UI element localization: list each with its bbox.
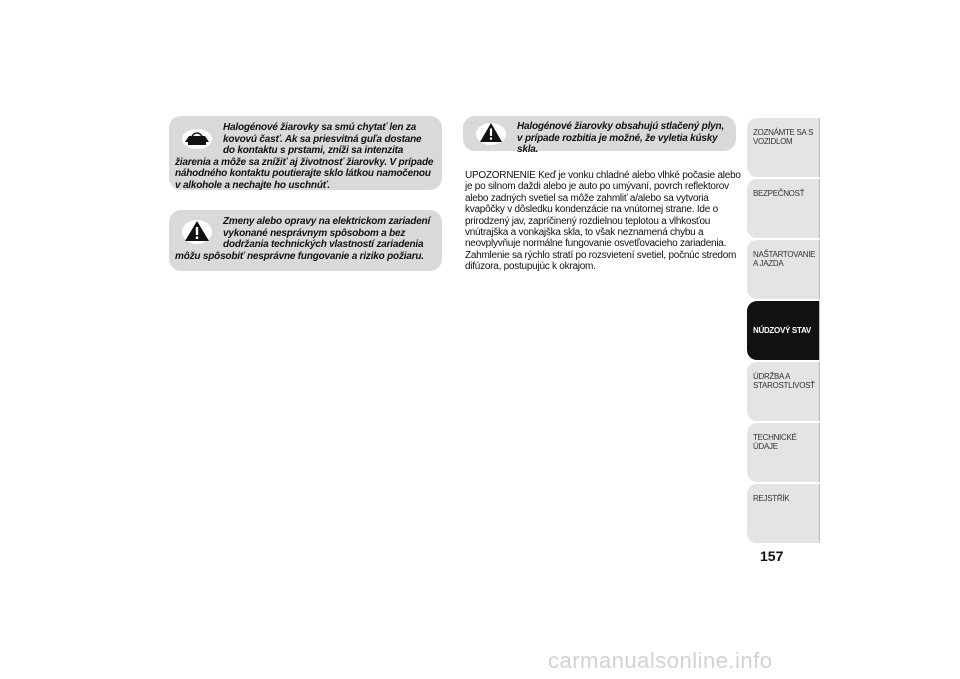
warning-text: Halogénové žiarovky obsahujú stlačený plyn, v prípade rozbitia je možné, že vyletia kúsky skla. [517, 121, 725, 155]
warning-triangle-icon [179, 216, 215, 246]
tab-emergency[interactable]: NÚDZOVÝ STAV [747, 301, 820, 360]
warning-box-pressurized-gas [463, 116, 736, 155]
tab-index[interactable]: REJSTŘÍK [747, 484, 820, 543]
warning-text: Halogénové žiarovky sa smú chytať len za kovovú časť. Ak sa priesvitná guľa dostane do kontaktu s prstami, zníži sa intenzita žiarenia a môže sa znížiť aj životnosť žiarovky. V prípade náhodného kontaktu poutierajte sklo látkou namočenou v alkohole a nechajte ho uschnúť. [175, 122, 434, 191]
warning-text: Zmeny alebo opravy na elektrickom zariadení vykonané nesprávnym spôsobom a bez dodržania technických vlastností zariadenia môžu spôsobiť nesprávne fungovanie a riziko požiaru. [175, 216, 431, 262]
bulb-warning-icon [179, 122, 215, 152]
condensation-note: UPOZORNENIE Keď je vonku chladné alebo vlhké počasie alebo je po silnom daždi alebo je auto po umývaní, povrch reflektorov alebo zadných svetiel sa môže zahmliť a/alebo sa vytvoria kvapôčky v dôsledku kondenzácie na vnútornej strane. Ide o prirodzený jav, zapríčinený rozdielnou teplotou a vlhkosťou vnútrajška a vonkajška skla, to však neznamená chybu a neovplyvňuje normálne fungovanie osvetľovacieho zariadenia. Zahmlenie sa rýchlo stratí po rozsvietení svetiel, počnúc stredom difúzora, postupujúc k okrajom. [465, 170, 741, 273]
tab-maintenance[interactable]: ÚDRŽBA A STAROSTLIVOSŤ [747, 362, 820, 421]
tab-starting-driving[interactable]: NAŠTARTOVANIE A JAZDA [747, 240, 820, 299]
warning-box-electrical [169, 210, 442, 271]
warning-triangle-icon [473, 121, 509, 145]
warning-box-bulb-handling [169, 116, 442, 190]
tab-vehicle-intro[interactable]: ZOZNÁMTE SA S VOZIDLOM [747, 118, 820, 177]
page-number: 157 [760, 548, 784, 564]
tab-safety[interactable]: BEZPEČNOSŤ [747, 179, 820, 238]
watermark: carmanualsonline.info [548, 648, 773, 673]
tab-technical-data[interactable]: TECHNICKÉ ÚDAJE [747, 423, 820, 482]
chapter-tabs [747, 118, 820, 545]
